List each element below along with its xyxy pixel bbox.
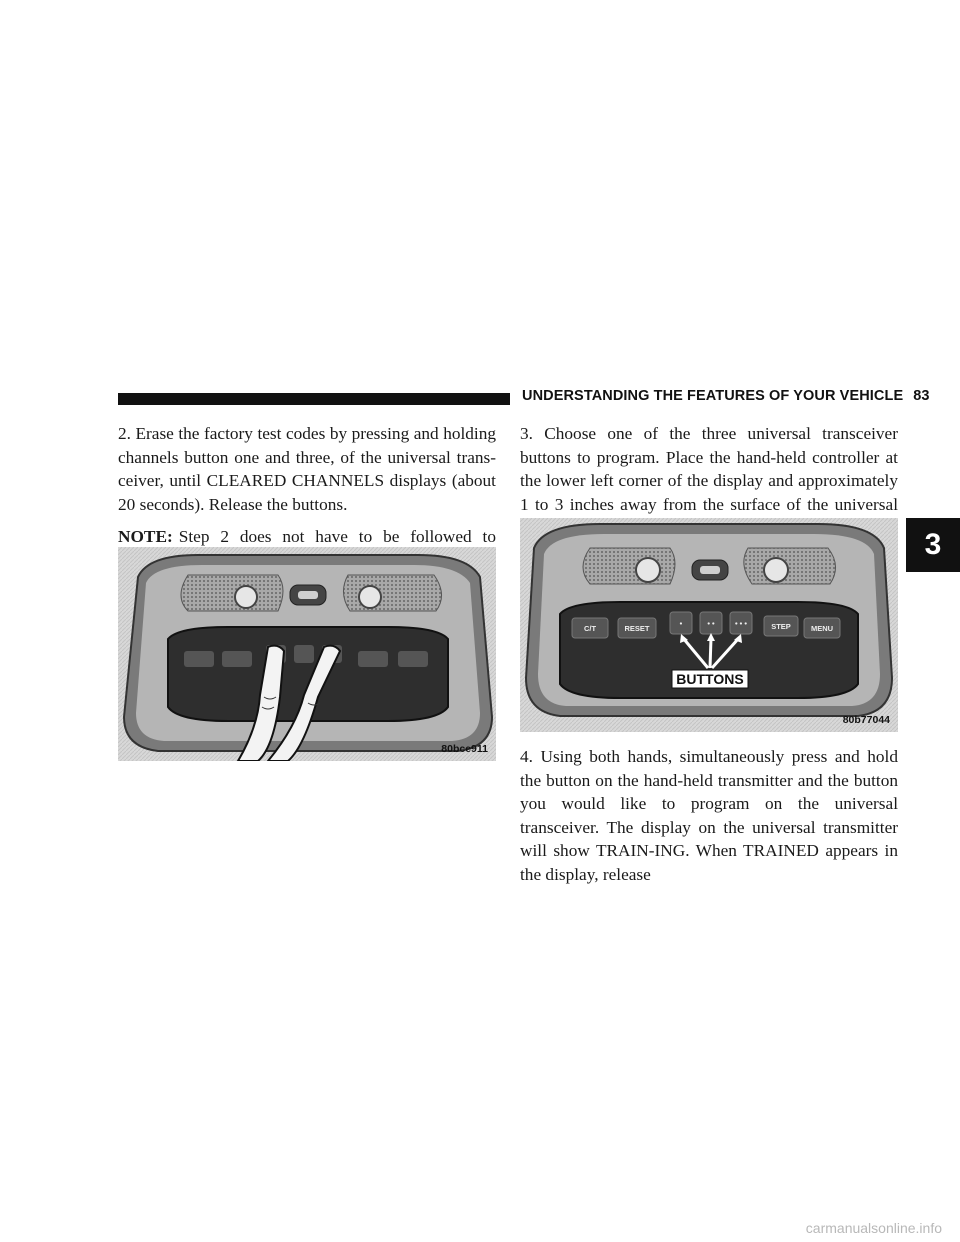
watermark: carmanualsonline.info bbox=[805, 1220, 942, 1236]
page-number: 83 bbox=[913, 388, 930, 404]
menu-button-label: MENU bbox=[810, 624, 834, 633]
step-4-block bbox=[520, 745, 898, 886]
step-3-paragraph: 3. Choose one of the three universal transceiver buttons to program. Place the hand-held controller at the lower left corner of the display and approximately 1 to 3 inches away from the surface of the universal bbox=[520, 424, 898, 514]
figure-id-label: 80bce911 bbox=[441, 743, 488, 755]
channel-3-button-label: • • • bbox=[734, 619, 748, 628]
step-button-label: STEP bbox=[771, 622, 791, 631]
header-rule bbox=[118, 393, 510, 405]
header-title: UNDERSTANDING THE FEATURES OF YOUR VEHICLE bbox=[522, 388, 904, 404]
ct-button-label: C/T bbox=[583, 624, 597, 633]
section-tab: 3 bbox=[906, 518, 960, 572]
note-text: Step 2 does not have to be followed to bbox=[178, 527, 496, 546]
figure-transceiver-buttons bbox=[520, 518, 898, 732]
running-header bbox=[522, 388, 930, 404]
channel-2-button-label: • • bbox=[707, 619, 715, 628]
buttons-callout: BUTTONS bbox=[676, 671, 744, 687]
channel-1-button-label: • bbox=[679, 619, 683, 628]
transceiver-illustration bbox=[520, 518, 898, 732]
step-4-paragraph: 4. Using both hands, simultaneously press and hold the button on the hand-held transmitter and the button you would like to program on the universal transceiver. The display on the universal transmitter will show TRAIN-ING. When TRAINED appears in the display, release bbox=[520, 747, 898, 884]
overhead-console-illustration bbox=[118, 547, 496, 761]
step-2-paragraph: 2. Erase the factory test codes by pressing and holding channels button one and three, of the universal trans-ceiver, until CLEARED CHANNELS displays (about 20 seconds). Release the buttons. bbox=[118, 424, 496, 514]
figure-id-label: 80b77044 bbox=[842, 714, 890, 726]
figure-fingers-pressing-buttons bbox=[118, 547, 496, 761]
reset-button-label: RESET bbox=[624, 624, 650, 633]
note-label: NOTE: bbox=[118, 527, 173, 546]
